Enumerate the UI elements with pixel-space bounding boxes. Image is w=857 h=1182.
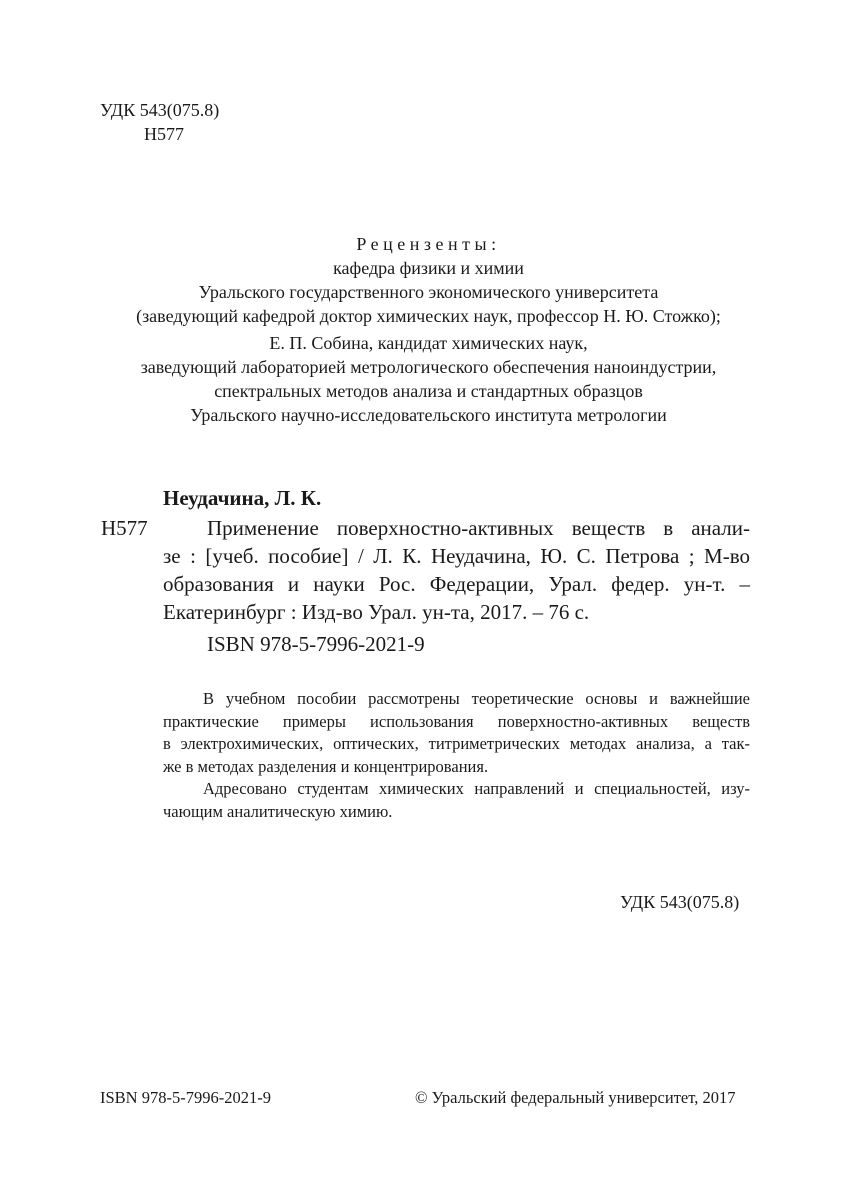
isbn-main: ISBN 978-5-7996-2021-9 bbox=[207, 632, 425, 656]
udk-classification: УДК 543(075.8) bbox=[100, 100, 220, 120]
biblio-line: образования и науки Рос. Федерации, Урал. федер. ун-т. – bbox=[163, 572, 750, 596]
author-code: Н577 bbox=[144, 124, 184, 144]
annotation-line: В учебном пособии рассмотрены теоретические основы и важнейшие bbox=[203, 689, 750, 708]
biblio-line: зе : [учеб. пособие] / Л. К. Неудачина, Ю. С. Петрова ; М-во bbox=[163, 544, 750, 568]
reviewer-line: заведующий лабораторией метрологического обеспечения наноиндустрии, bbox=[140, 357, 717, 377]
reviewer-line: спектральных методов анализа и стандартных образцов bbox=[214, 381, 643, 401]
reviewer-line: Уральского научно-исследовательского института метрологии bbox=[190, 405, 667, 425]
reviewer-line: кафедра физики и химии bbox=[333, 258, 524, 278]
reviewer-line: Е. П. Собина, кандидат химических наук, bbox=[269, 333, 588, 353]
bibliographic-description bbox=[163, 514, 750, 626]
annotation-line: чающим аналитическую химию. bbox=[163, 801, 393, 821]
biblio-line: Екатеринбург : Изд-во Урал. ун-та, 2017. – 76 с. bbox=[163, 600, 590, 624]
annotation-block bbox=[163, 688, 750, 823]
biblio-line: Применение поверхностно-активных веществ в анали- bbox=[207, 516, 750, 540]
reviewers-block bbox=[0, 232, 857, 427]
bibliography-code: Н577 bbox=[101, 516, 148, 540]
annotation-line: Адресовано студентам химических направлений и специальностей, изу- bbox=[203, 779, 750, 798]
annotation-line: практические примеры использования поверхностно-активных веществ bbox=[163, 711, 750, 731]
isbn-footer: ISBN 978-5-7996-2021-9 bbox=[100, 1088, 271, 1107]
reviewers-heading: Рецензенты: bbox=[356, 234, 501, 254]
reviewer-line: Уральского государственного экономического университета bbox=[198, 282, 659, 302]
copyright-notice: © Уральский федеральный университет, 2017 bbox=[415, 1088, 736, 1107]
udk-classification-bottom: УДК 543(075.8) bbox=[620, 892, 740, 912]
book-author: Неудачина, Л. К. bbox=[163, 486, 322, 510]
udk-block bbox=[100, 98, 219, 146]
reviewer-line: (заведующий кафедрой доктор химических наук, профессор Н. Ю. Стожко); bbox=[136, 306, 721, 326]
annotation-line: в электрохимических, оптических, титриметрических методах анализа, а так- bbox=[163, 734, 750, 753]
annotation-line: же в методах разделения и концентрирования. bbox=[163, 756, 489, 776]
